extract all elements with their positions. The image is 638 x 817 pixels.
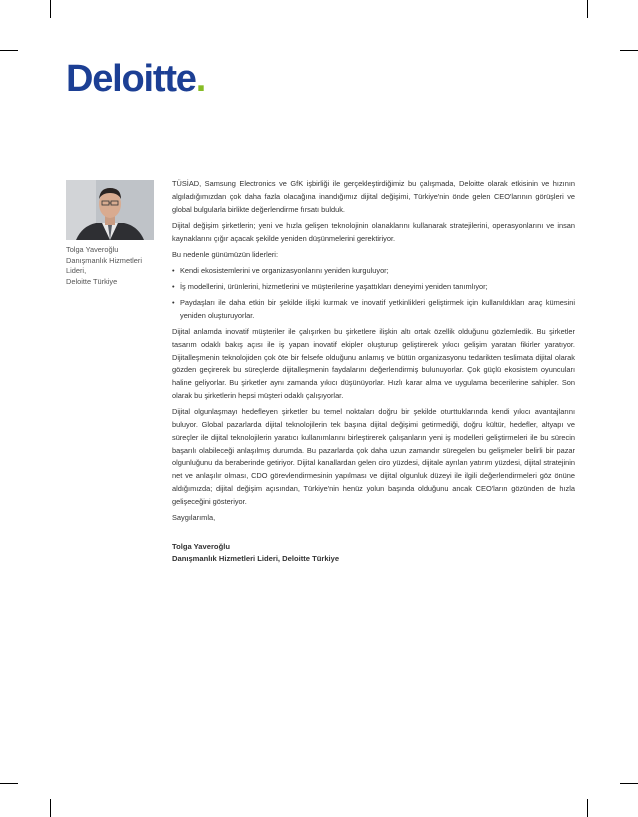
leaders-list	[172, 265, 575, 322]
portrait-photo	[66, 180, 154, 240]
crop-mark	[587, 0, 588, 18]
list-item-text: İş modellerini, ürünlerini, hizmetlerini ve müşterilerine yaşattıkları deneyimi yeniden tanımlıyor;	[180, 282, 488, 292]
caption-name: Tolga Yaveroğlu	[66, 245, 119, 254]
paragraph-six-traits: Dijital anlamda inovatif müşteriler ile çalışırken bu şirketlere ilişkin altı ortak özellik olduğunu gözlemledik. Bu şirketler tasarım odaklı bakış açısı ile iş yapan inovatif ekipler oluşturup geliştirerek yıkıcı gelişim yaratan fikirler yaratıyor. Dijitalleşmenin teknolojiden çok öte bir felsefe olduğunu anlamış ve bütün organizasyonu tedarikten teslimata dijital olarak gözden geçirerek bu süreçlerde dijitalleşmenin faydalarını değerlendirmiş bulunuyorlar. Çok güçlü ekosistem oyuncuları haline geliyorlar. Bu şirketler aynı zamanda yıkıcı düşünüyorlar. Hızlı karar alma ve uygulama becerilerine sahipler. Son olarak bu şirketlerin hepsi müşteri odaklı çalışıyorlar.	[172, 326, 575, 400]
crop-mark	[620, 50, 638, 51]
closing-salutation: Saygılarımla,	[172, 513, 216, 523]
portrait-illustration	[66, 180, 154, 240]
crop-mark	[620, 783, 638, 784]
crop-mark	[587, 799, 588, 817]
signature-title: Danışmanlık Hizmetleri Lideri, Deloitte Türkiye	[172, 554, 340, 564]
logo-dot: .	[195, 58, 206, 100]
deloitte-logo	[66, 60, 205, 98]
list-item-text: Kendi ekosistemlerini ve organizasyonlarını yeniden kurguluyor;	[180, 266, 389, 276]
paragraph-digital-maturity: Dijital olgunlaşmayı hedefleyen şirketler bu temel noktaları doğru bir şekilde oturttuklarında kendi yıkıcı avantajlarını buluyor. Global pazarlarda dijital teknolojilerin tek başına dijital değişimi getirmediği, doğru kültür, hedefler, altyapı ve süreçler ile dijital teknolojilerin yaratıcı kullanımlarını birleştirerek çalışanların yeni iş modelleri geliştirmeleri ile bu sürecin başarılı olabileceği anlaşılmış durumda. Bu pazarlarda çok daha uzun zamandır süregelen bu gelişmeler belirli bir pazar olgunluğunu da beraberinde getiriyor. Dijital kanallardan gelen ciro yüzdesi, dijitale ayrılan yatırım yüzdesi, dijital stratejinin net ve anlaşılır olması, CDO görevlendirmesinin yapılması ve dijital olgunluk düzeyi ile ilgili değerlendirmeleri göz önüne aldığımızda; dijital değişim açısından, Türkiye'nin henüz yolun başında olduğunu ancak CEO'ların gözünden de hızla gelişeceğini gösteriyor.	[172, 407, 575, 506]
signature-name: Tolga Yaveroğlu	[172, 541, 230, 551]
list-item-text: Paydaşları ile daha etkin bir şekilde ilişki kurmak ve inovatif yetkinlikleri geliştirmek için kullanıldıkları araç kümesini yeniden oluşturuyorlar.	[180, 297, 575, 320]
paragraph-digital-change: Dijital değişim şirketlerin; yeni ve hızla gelişen teknolojinin olanaklarını kullanarak stratejilerini, operasyonlarını ve insan kaynaklarını çığır açacak şekilde yeniden düşünmelerini gerektiriyor.	[172, 220, 575, 243]
paragraph-leaders-lead-in: Bu nedenle günümüzün liderleri:	[172, 249, 279, 259]
crop-mark	[50, 799, 51, 817]
crop-mark	[0, 50, 18, 51]
paragraph-intro: TÜSİAD, Samsung Electronics ve GfK işbirliği ile gerçekleştirdiğimiz bu çalışmada, Deloitte olarak etkisinin ve hızının algıladığımızdan çok daha fazla olacağına inandığımız dijital değişimi, Türkiye'nin önde gelen CEO'larının görüşleri ve global bulgularla birlikte değerlendirme fırsatı bulduk.	[172, 179, 575, 214]
list-item	[172, 297, 575, 323]
list-item	[172, 265, 575, 278]
crop-mark	[50, 0, 51, 18]
bullet-icon: •	[172, 297, 175, 307]
signature-block	[172, 541, 575, 566]
caption-role: Danışmanlık Hizmetleri Lideri,	[66, 255, 142, 275]
bullet-icon: •	[172, 282, 175, 292]
logo-text: Deloitte	[66, 58, 196, 100]
letter-body	[172, 178, 575, 566]
portrait-caption	[66, 245, 156, 287]
caption-company: Deloitte Türkiye	[66, 276, 118, 286]
list-item	[172, 281, 575, 294]
bullet-icon: •	[172, 266, 175, 276]
crop-mark	[0, 783, 18, 784]
